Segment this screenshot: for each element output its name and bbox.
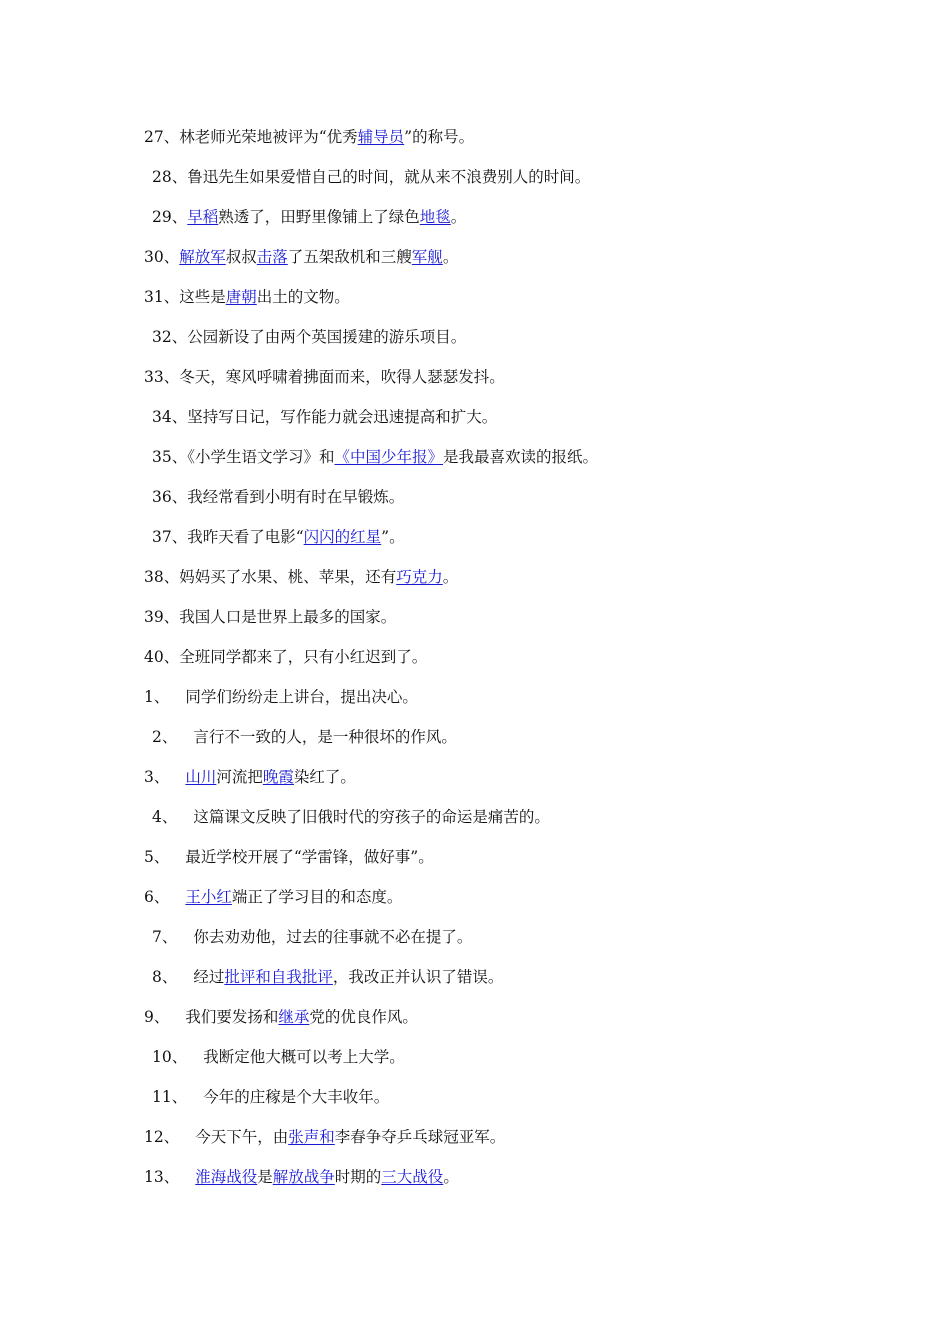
sentence-line: [152, 404, 497, 430]
sentence-line: [152, 324, 466, 350]
sentence-line: [152, 1044, 405, 1070]
hyperlink[interactable]: 《中国少年报》: [334, 448, 443, 466]
text-segment: 35、《小学生语文学习》和: [152, 448, 335, 466]
hyperlink[interactable]: 山川: [185, 768, 217, 786]
text-segment: 。: [442, 568, 459, 586]
text-segment: ，我改正并认识了错误。: [332, 968, 504, 986]
text-segment: 4、: [152, 808, 178, 826]
sentence-line: [152, 924, 472, 950]
sentence-line: [152, 724, 457, 750]
sentence-line: [152, 524, 405, 550]
sentence-line: [152, 204, 466, 230]
text-segment: 39、我国人口是世界上最多的国家。: [144, 608, 397, 626]
hyperlink[interactable]: 辅导员: [357, 128, 405, 146]
hyperlink[interactable]: 批评和自我批评: [224, 968, 333, 986]
text-segment: 37、我昨天看了电影“: [152, 528, 304, 546]
text-segment: 了五架敌机和三艘: [287, 248, 412, 266]
text-segment: 。: [442, 248, 459, 266]
text-segment: 12、: [144, 1128, 180, 1146]
text-segment: 7、: [152, 928, 178, 946]
hyperlink[interactable]: 巧克力: [396, 568, 443, 586]
hyperlink[interactable]: 击落: [256, 248, 288, 266]
text-segment: 最近学校开展了“学雷锋，做好事”。: [185, 848, 434, 866]
text-segment: 言行不一致的人，是一种很坏的作风。: [193, 728, 457, 746]
sentence-line: [144, 244, 458, 270]
text-segment: 40、全班同学都来了，只有小红迟到了。: [144, 648, 428, 666]
text-segment: 。: [450, 208, 467, 226]
text-segment: 你去劝劝他，过去的往事就不必在提了。: [193, 928, 473, 946]
text-segment: 出土的文物。: [256, 288, 350, 306]
text-segment: 31、这些是: [144, 288, 226, 306]
sentence-line: [152, 804, 550, 830]
text-segment: 我断定他大概可以考上大学。: [203, 1048, 405, 1066]
sentence-line: [144, 844, 434, 870]
sentence-line: [152, 444, 598, 470]
hyperlink[interactable]: 解放战争: [272, 1168, 335, 1186]
text-segment: ”的称号。: [404, 128, 475, 146]
text-segment: 党的优良作风。: [309, 1008, 418, 1026]
hyperlink[interactable]: 三大战役: [381, 1168, 444, 1186]
hyperlink[interactable]: 王小红: [185, 888, 232, 906]
sentence-line: [152, 1084, 389, 1110]
hyperlink[interactable]: 唐朝: [225, 288, 257, 306]
text-segment: 经过: [193, 968, 225, 986]
text-segment: 33、冬天，寒风呼啸着拂面而来，吹得人瑟瑟发抖。: [144, 368, 505, 386]
sentence-line: [144, 684, 418, 710]
hyperlink[interactable]: 地毯: [419, 208, 451, 226]
text-segment: 叔叔: [225, 248, 257, 266]
hyperlink[interactable]: 解放军: [179, 248, 226, 266]
text-segment: 河流把: [216, 768, 263, 786]
text-segment: 9、: [144, 1008, 170, 1026]
text-segment: 29、: [152, 208, 188, 226]
sentence-line: [144, 364, 505, 390]
hyperlink[interactable]: 晚霞: [262, 768, 294, 786]
text-segment: 36、我经常看到小明有时在早锻炼。: [152, 488, 405, 506]
hyperlink[interactable]: 张声和: [288, 1128, 335, 1146]
text-segment: 是我最喜欢读的报纸。: [443, 448, 599, 466]
text-segment: 5、: [144, 848, 170, 866]
sentence-line: [144, 1124, 505, 1150]
sentence-line: [144, 604, 396, 630]
text-segment: 端正了学习目的和态度。: [231, 888, 403, 906]
text-segment: 8、: [152, 968, 178, 986]
text-segment: 2、: [152, 728, 178, 746]
text-segment: ”。: [381, 528, 405, 546]
sentence-line: [144, 644, 427, 670]
sentence-line: [144, 764, 356, 790]
sentence-line: [152, 164, 590, 190]
hyperlink[interactable]: 闪闪的红星: [303, 528, 382, 546]
text-segment: 27、林老师光荣地被评为“优秀: [144, 128, 358, 146]
text-segment: 30、: [144, 248, 180, 266]
text-segment: 时期的: [334, 1168, 382, 1186]
sentence-line: [152, 964, 503, 990]
text-segment: 10、: [152, 1048, 188, 1066]
sentence-line: [144, 284, 350, 310]
text-segment: 今天下午，由: [195, 1128, 289, 1146]
hyperlink[interactable]: 早稻: [187, 208, 219, 226]
text-segment: 11、: [152, 1088, 188, 1106]
text-segment: 这篇课文反映了旧俄时代的穷孩子的命运是痛苦的。: [193, 808, 550, 826]
text-segment: 同学们纷纷走上讲台，提出决心。: [185, 688, 418, 706]
hyperlink[interactable]: 淮海战役: [195, 1168, 258, 1186]
hyperlink[interactable]: 继承: [278, 1008, 310, 1026]
text-segment: 13、: [144, 1168, 180, 1186]
sentence-line: [144, 124, 474, 150]
text-segment: 。: [443, 1168, 459, 1186]
hyperlink[interactable]: 军舰: [411, 248, 443, 266]
sentence-line: [144, 1004, 418, 1030]
text-segment: 李春争夺乒乓球冠亚军。: [334, 1128, 506, 1146]
text-segment: 今年的庄稼是个大丰收年。: [203, 1088, 390, 1106]
text-segment: 染红了。: [293, 768, 356, 786]
sentence-line: [144, 884, 402, 910]
text-segment: 6、: [144, 888, 170, 906]
text-segment: 28、鲁迅先生如果爱惜自己的时间，就从来不浪费别人的时间。: [152, 168, 591, 186]
text-segment: 34、坚持写日记，写作能力就会迅速提高和扩大。: [152, 408, 498, 426]
text-segment: 32、公园新设了由两个英国援建的游乐项目。: [152, 328, 467, 346]
text-segment: 是: [257, 1168, 273, 1186]
text-segment: 熟透了，田野里像铺上了绿色: [218, 208, 420, 226]
text-segment: 我们要发扬和: [185, 1008, 279, 1026]
text-segment: 1、: [144, 688, 170, 706]
sentence-line: [144, 564, 458, 590]
sentence-line: [152, 484, 404, 510]
text-segment: 3、: [144, 768, 170, 786]
sentence-line: [144, 1164, 459, 1190]
text-segment: 38、妈妈买了水果、桃、苹果，还有: [144, 568, 397, 586]
